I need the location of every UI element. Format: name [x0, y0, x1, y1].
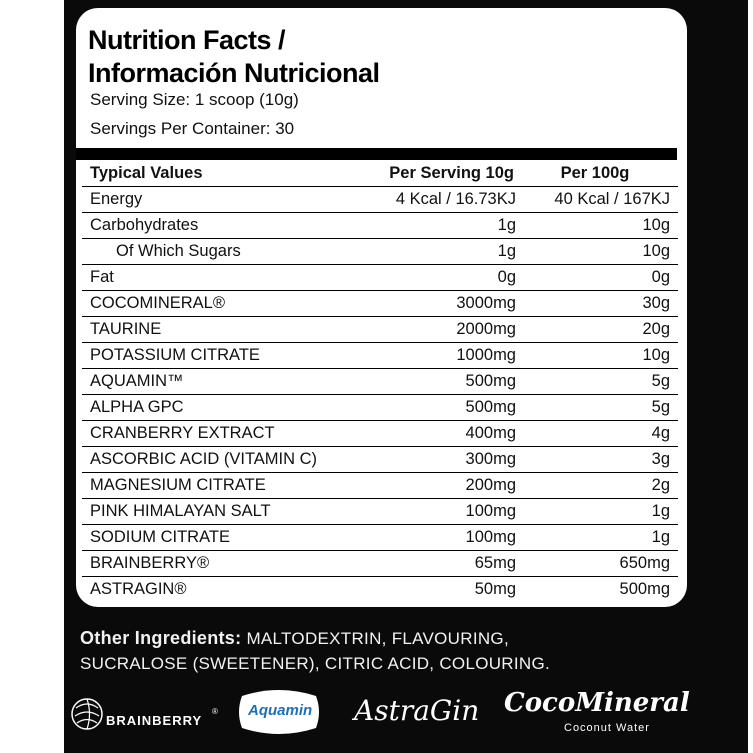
- nutrient-name: SODIUM CITRATE: [82, 525, 348, 551]
- per-serving-value: 0g: [348, 265, 520, 291]
- per-100g-value: 40 Kcal / 167KJ: [520, 187, 678, 213]
- header-per-serving: Per Serving 10g: [348, 160, 520, 187]
- nutrient-name: TAURINE: [82, 317, 348, 343]
- other-ingredients-line1: MALTODEXTRIN, FLAVOURING,: [241, 629, 509, 648]
- nutrient-name: POTASSIUM CITRATE: [82, 343, 348, 369]
- per-serving-value: 3000mg: [348, 291, 520, 317]
- table-row: [82, 265, 678, 291]
- table-row: [82, 343, 678, 369]
- nutrient-name: BRAINBERRY®: [82, 551, 348, 577]
- per-100g-value: 1g: [520, 499, 678, 525]
- registered-mark: ®: [212, 707, 218, 716]
- cocomineral-text: CocoMineral: [504, 688, 690, 718]
- per-100g-value: 5g: [520, 395, 678, 421]
- astragin-text: AstraGin: [354, 694, 480, 727]
- thick-divider: [76, 148, 677, 160]
- table-row: [82, 421, 678, 447]
- per-100g-value: 650mg: [520, 551, 678, 577]
- other-ingredients-label: Other Ingredients:: [80, 628, 242, 648]
- per-serving-value: 200mg: [348, 473, 520, 499]
- brainberry-logo: [70, 686, 220, 742]
- per-100g-value: 30g: [520, 291, 678, 317]
- nutrient-name: Carbohydrates: [82, 213, 348, 239]
- table-row: [82, 395, 678, 421]
- brain-icon: [70, 694, 104, 734]
- per-100g-value: 10g: [520, 213, 678, 239]
- per-serving-value: 500mg: [348, 369, 520, 395]
- brainberry-text: BRAINBERRY: [106, 713, 203, 728]
- per-100g-value: 4g: [520, 421, 678, 447]
- nutrient-name: ASTRAGIN®: [90, 580, 187, 598]
- table-header-row: [82, 160, 678, 187]
- other-ingredients-line2: SUCRALOSE (SWEETENER), CITRIC ACID, COLOURING.: [80, 654, 551, 673]
- table-row: [82, 473, 678, 499]
- nutrient-name: COCOMINERAL®: [82, 291, 348, 317]
- per-100g-value: 2g: [520, 473, 678, 499]
- cocomineral-logo: [504, 686, 690, 742]
- table-row: [82, 525, 678, 551]
- nutrient-name: Energy: [82, 187, 348, 213]
- per-100g-value: 3g: [520, 447, 678, 473]
- table-row: [82, 239, 678, 265]
- per-100g-value: 0g: [520, 265, 678, 291]
- nutrient-name: ALPHA GPC: [82, 395, 348, 421]
- nutrient-name: PINK HIMALAYAN SALT: [82, 499, 348, 525]
- per-serving-value: 1g: [348, 213, 520, 239]
- nutrition-label-card: [76, 8, 687, 607]
- table-row: [82, 213, 678, 239]
- nutrient-name: AQUAMIN™: [82, 369, 348, 395]
- nutrient-name: MAGNESIUM CITRATE: [82, 473, 348, 499]
- per-serving-value: 100mg: [348, 499, 520, 525]
- per-serving-value: 50mg: [474, 580, 516, 598]
- table-row: [82, 447, 678, 473]
- nutrient-name: Fat: [82, 265, 348, 291]
- per-serving-value: 65mg: [348, 551, 520, 577]
- per-100g-value: 10g: [520, 343, 678, 369]
- per-serving-value: 1g: [348, 239, 520, 265]
- header-per-100g: Per 100g: [520, 160, 678, 187]
- per-100g-value: 5g: [520, 369, 678, 395]
- per-serving-value: 500mg: [348, 395, 520, 421]
- table-row: [82, 577, 678, 603]
- per-serving-value: 1000mg: [348, 343, 520, 369]
- per-100g-value: 1g: [520, 525, 678, 551]
- table-row: [82, 317, 678, 343]
- table-row: [82, 291, 678, 317]
- per-100g-value: 10g: [520, 239, 678, 265]
- ingredient-logos: [64, 680, 748, 750]
- per-serving-value: 4 Kcal / 16.73KJ: [348, 187, 520, 213]
- cocomineral-subtitle: Coconut Water: [564, 722, 650, 734]
- per-serving-value: 300mg: [348, 447, 520, 473]
- nutrient-name: Of Which Sugars: [82, 239, 348, 265]
- per-serving-value: 100mg: [348, 525, 520, 551]
- header-typical-values: Typical Values: [82, 160, 348, 187]
- aquamin-logo: [236, 686, 322, 738]
- per-100g-value: 20g: [520, 317, 678, 343]
- other-ingredients: [80, 626, 680, 676]
- astragin-logo: [350, 690, 480, 736]
- nutrient-name: ASCORBIC ACID (VITAMIN C): [82, 447, 348, 473]
- title-english: Nutrition Facts /: [88, 25, 286, 55]
- table-row: [82, 369, 678, 395]
- nutrient-name: CRANBERRY EXTRACT: [82, 421, 348, 447]
- label-title: [88, 24, 380, 90]
- title-spanish: Información Nutricional: [88, 58, 380, 88]
- table-row: [82, 551, 678, 577]
- aquamin-text: Aquamin: [248, 702, 313, 719]
- servings-per-container: Servings Per Container: 30: [90, 119, 295, 138]
- nutrition-table: [82, 160, 678, 602]
- table-row: [82, 187, 678, 213]
- per-serving-value: 400mg: [348, 421, 520, 447]
- per-serving-value: 2000mg: [348, 317, 520, 343]
- per-100g-value: 500mg: [619, 580, 670, 598]
- table-row: [82, 499, 678, 525]
- serving-size: Serving Size: 1 scoop (10g): [90, 90, 299, 109]
